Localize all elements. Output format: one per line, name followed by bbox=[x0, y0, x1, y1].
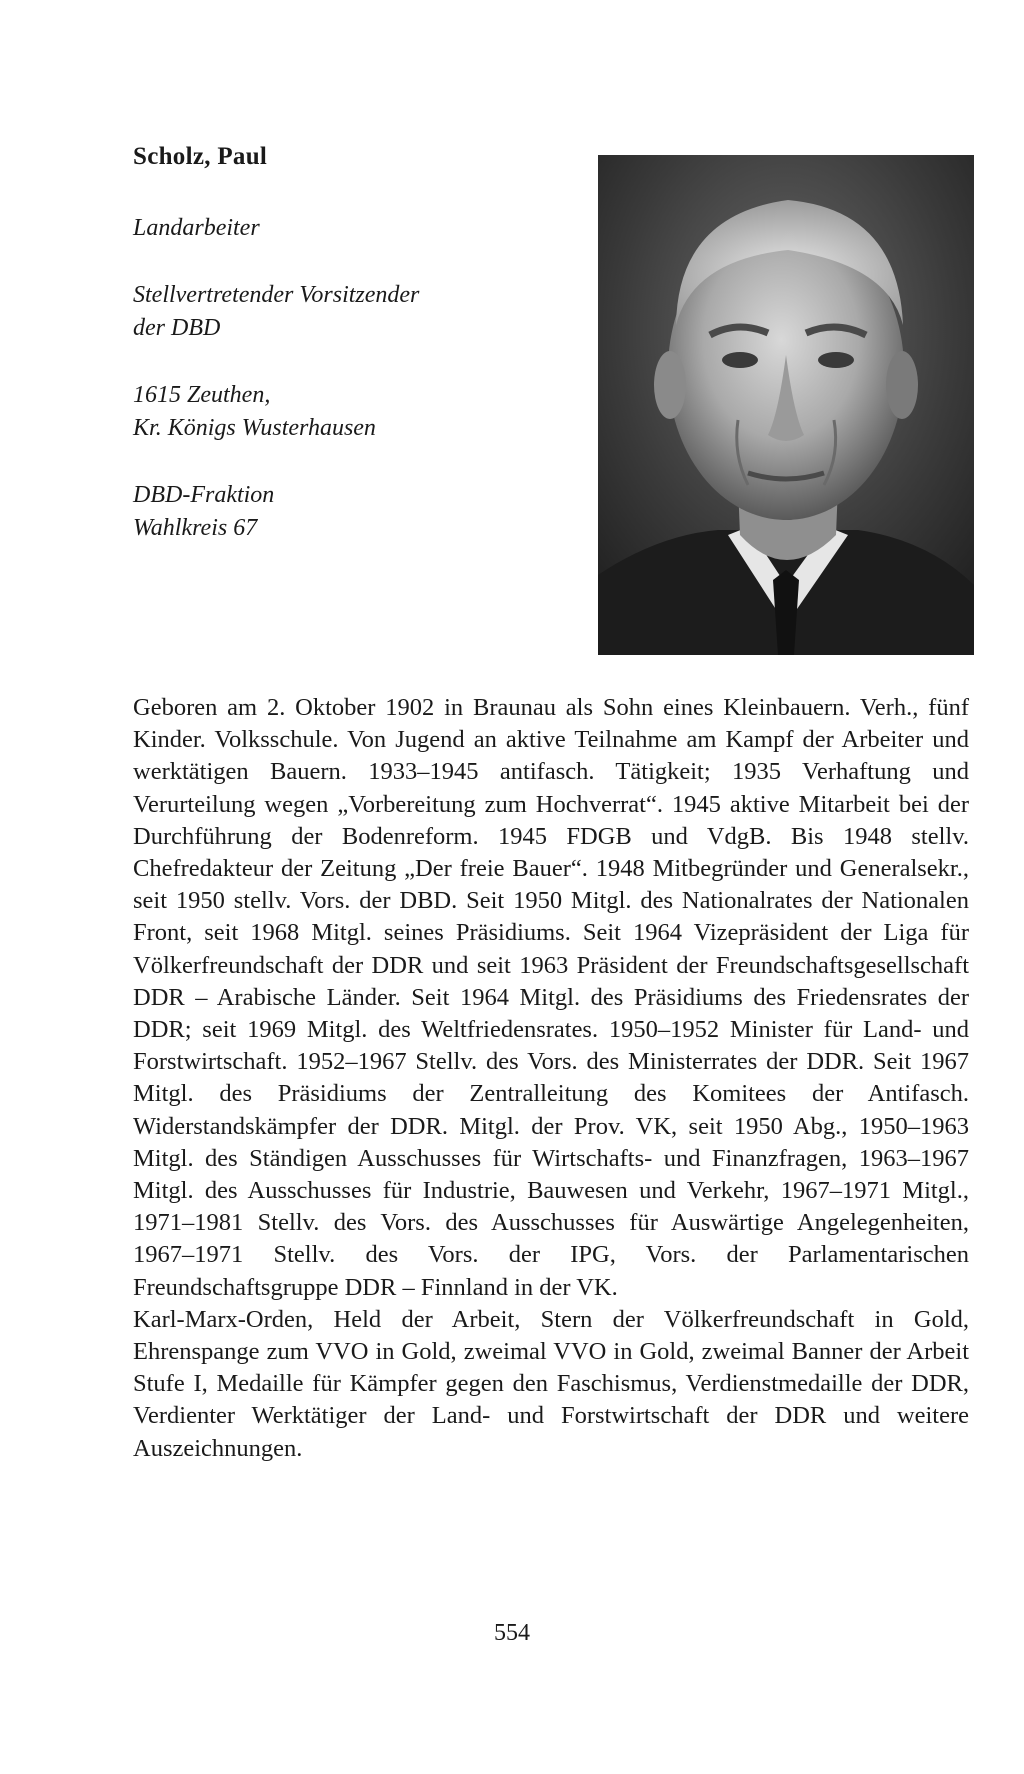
occupation-group bbox=[133, 212, 573, 245]
biography bbox=[133, 692, 969, 1465]
address-line-2: Kr. Königs Wusterhausen bbox=[133, 415, 376, 441]
portrait-image bbox=[598, 155, 974, 655]
person-name: Scholz, Paul bbox=[133, 143, 268, 170]
constituency: Wahlkreis 67 bbox=[133, 515, 258, 541]
portrait-photo bbox=[598, 155, 974, 655]
position-line-1: Stellvertretender Vorsitzender bbox=[133, 282, 420, 308]
faction: DBD-Fraktion bbox=[133, 482, 275, 508]
position-line-2: der DBD bbox=[133, 315, 221, 341]
faction-group bbox=[133, 479, 573, 545]
page-number: 554 bbox=[494, 1620, 530, 1646]
address-line-1: 1615 Zeuthen, bbox=[133, 382, 271, 408]
person-header bbox=[133, 140, 573, 545]
occupation: Landarbeiter bbox=[133, 215, 260, 241]
biography-awards: Karl-Marx-Orden, Held der Arbeit, Stern der Völkerfreundschaft in Gold, Ehrenspange zum VVO in Gold, zweimal VVO in Gold, zweimal Banner der Arbeit Stufe I, Medaille für Kämpfer gegen den Faschismus, Verdienstmedaille der DDR, Verdienter Werktätiger der Land- und Forstwirtschaft der DDR und weitere Auszeichnungen. bbox=[133, 1305, 969, 1462]
position-group bbox=[133, 279, 573, 345]
biography-career: Geboren am 2. Oktober 1902 in Braunau als Sohn eines Kleinbauern. Verh., fünf Kinder. Volksschule. Von Jugend an aktive Teilnahme am Kampf der Arbeiter und werktätigen Bauern. 1933–1945 antifasch. Tätigkeit; 1935 Verhaftung und Verurteilung wegen „Vorbereitung zum Hochverrat“. 1945 aktive Mitarbeit bei der Durchführung der Bodenreform. 1945 FDGB und VdgB. Bis 1948 stellv. Chefredakteur der Zeitung „Der freie Bauer“. 1948 Mitbegründer und Generalsekr., seit 1950 stellv. Vors. der DBD. Seit 1950 Mitgl. des Nationalrates der Nationalen Front, seit 1968 Mitgl. seines Präsidiums. Seit 1964 Vizepräsident der Liga für Völkerfreundschaft der DDR und seit 1963 Präsident der Freundschaftsgesellschaft DDR – Arabische Länder. Seit 1964 Mitgl. des Präsidiums des Friedensrates der DDR; seit 1969 Mitgl. des Weltfriedensrates. 1950–1952 Minister für Land- und Forstwirtschaft. 1952–1967 Stellv. des Vors. des Ministerrates der DDR. Seit 1967 Mitgl. des Präsidiums der Zentralleitung des Komitees der Antifasch. Widerstandskämpfer der DDR. Mitgl. der Prov. VK, seit 1950 Abg., 1950–1963 Mitgl. des Ständigen Ausschusses für Wirtschafts- und Finanzfragen, 1963–1967 Mitgl. des Ausschusses für Industrie, Bauwesen und Verkehr, 1967–1971 Mitgl., 1971–1981 Stellv. des Vors. des Ausschusses für Auswärtige Angelegenheiten, 1967–1971 Stellv. des Vors. der IPG, Vors. der Parlamentarischen Freundschaftsgruppe DDR – Finnland in der VK. bbox=[133, 694, 969, 1301]
address-group bbox=[133, 379, 573, 445]
